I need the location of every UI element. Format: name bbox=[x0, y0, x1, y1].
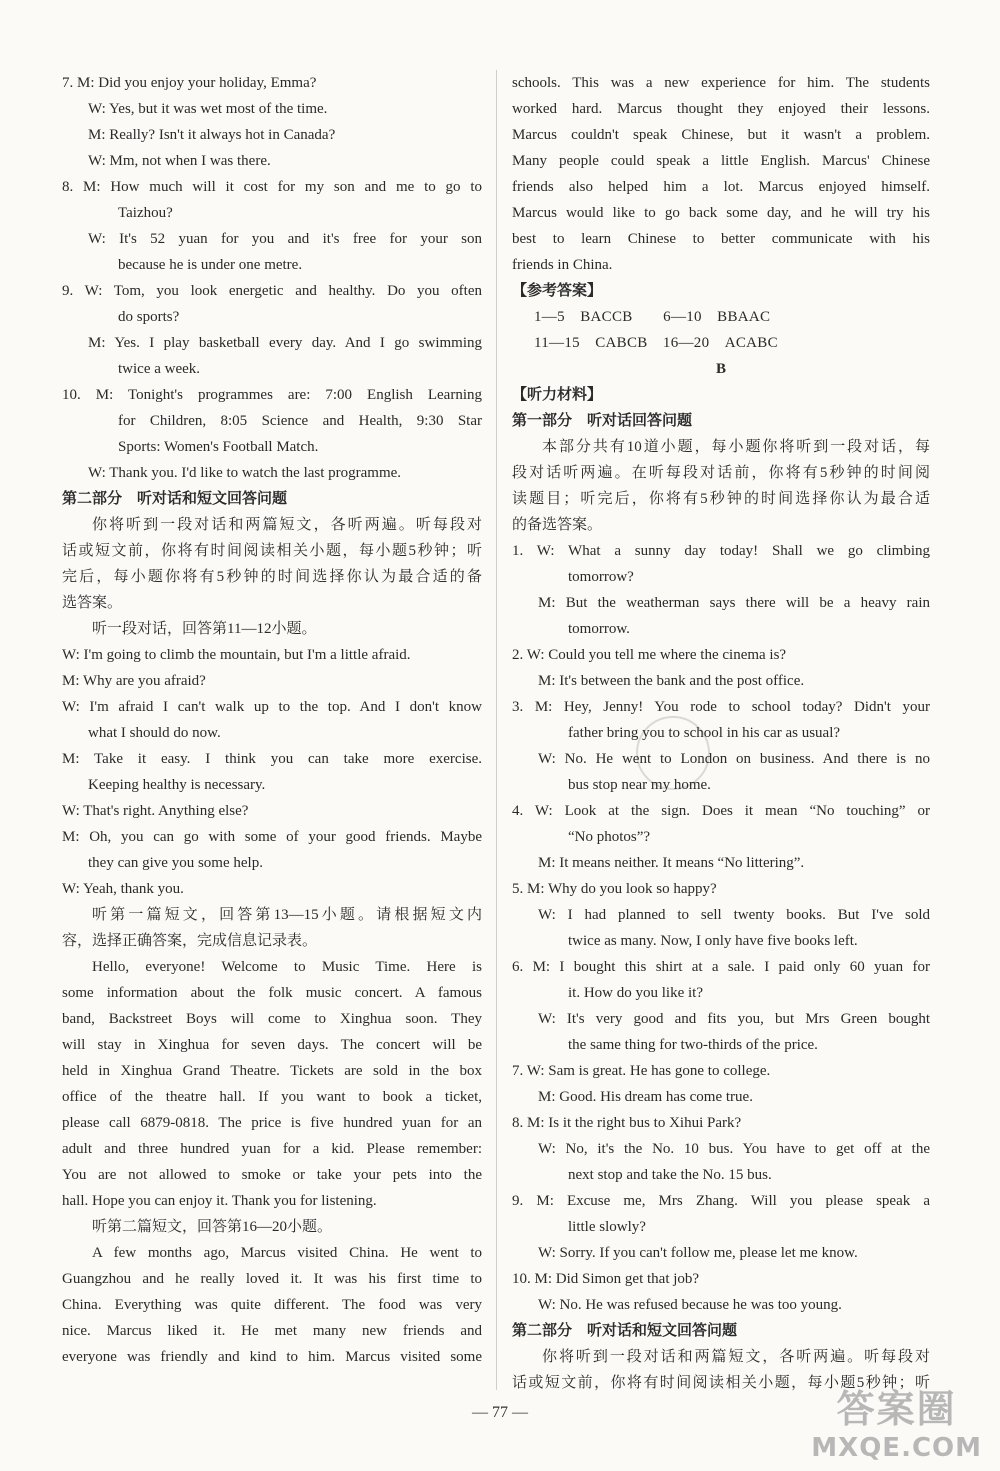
text-line: 7. M: Did you enjoy your holiday, Emma? bbox=[62, 75, 317, 91]
text-line: 10. M: Tonight's programmes are: 7:00 English Learning bbox=[62, 387, 482, 403]
text-line: 10. M: Did Simon get that job? bbox=[512, 1271, 700, 1287]
text-line: nice. Marcus liked it. He met many new friends and bbox=[62, 1323, 482, 1339]
text-line: worked hard. Marcus thought they enjoyed their lessons. bbox=[512, 101, 930, 117]
text-line: held in Xinghua Grand Theatre. Tickets are sold in the box bbox=[62, 1063, 482, 1079]
text-line: Hello, everyone! Welcome to Music Time. Here is bbox=[92, 959, 482, 975]
text-line: M: Good. His dream has come true. bbox=[538, 1089, 753, 1105]
text-line: Taizhou? bbox=[118, 205, 173, 221]
watermark-logo bbox=[811, 1378, 982, 1463]
watermark-line2: MXQE.COM bbox=[811, 1433, 982, 1463]
text-line: friends also helped him a lot. Marcus enjoyed himself. bbox=[512, 179, 930, 195]
text-line: W: Yes, but it was wet most of the time. bbox=[88, 101, 328, 117]
text-line: Sports: Women's Football Match. bbox=[118, 439, 319, 455]
text-line: next stop and take the No. 15 bus. bbox=[568, 1167, 772, 1183]
text-line: W: Sorry. If you can't follow me, please let me know. bbox=[538, 1245, 858, 1261]
text-line: please call 6879-0818. The price is five hundred yuan for an bbox=[62, 1115, 482, 1131]
text-line: Keeping healthy is necessary. bbox=[88, 777, 266, 793]
text-line: 1. W: What a sunny day today! Shall we go climbing bbox=[512, 543, 930, 559]
text-line: 的备选答案。 bbox=[512, 517, 603, 533]
text-line: 8. M: Is it the right bus to Xihui Park? bbox=[512, 1115, 742, 1131]
text-line: A few months ago, Marcus visited China. He went to bbox=[92, 1245, 482, 1261]
text-line: twice as many. Now, I only have five books left. bbox=[568, 933, 858, 949]
text-line: 【听力材料】 bbox=[512, 387, 603, 403]
text-line: 话或短文前，你将有时间阅读相关小题，每小题5秒钟；听 bbox=[512, 1375, 930, 1391]
text-line: it. How do you like it? bbox=[568, 985, 703, 1001]
text-line: Marcus couldn't speak Chinese, but it wasn't a problem. bbox=[512, 127, 930, 143]
text-line: M: It's between the bank and the post office. bbox=[538, 673, 805, 689]
text-line: W: I'm going to climb the mountain, but I'm a little afraid. bbox=[62, 647, 411, 663]
text-line: they can give you some help. bbox=[88, 855, 263, 871]
text-line: tomorrow. bbox=[568, 621, 630, 637]
text-line: 7. W: Sam is great. He has gone to college. bbox=[512, 1063, 771, 1079]
text-line: 段对话听两遍。在听每段对话前，你将有5秒钟的时间阅 bbox=[512, 465, 930, 481]
text-line: father bring you to school in his car as usual? bbox=[568, 725, 841, 741]
text-line: M: Why are you afraid? bbox=[62, 673, 206, 689]
text-line: band, Backstreet Boys will come to Xinghua soon. They bbox=[62, 1011, 482, 1027]
text-line: M: It means neither. It means “No littering”. bbox=[538, 855, 805, 871]
text-line: 1—5 BACCB 6—10 BBAAC bbox=[534, 309, 771, 325]
watermark-line1: 答案圈 bbox=[836, 1387, 957, 1431]
text-line: W: I had planned to sell twenty books. But I've sold bbox=[538, 907, 930, 923]
text-line: 6. M: I bought this shirt at a sale. I paid only 60 yuan for bbox=[512, 959, 930, 975]
text-line: W: It's 52 yuan for you and it's free for your son bbox=[88, 231, 482, 247]
text-line: twice a week. bbox=[118, 361, 201, 377]
text-line: M: Really? Isn't it always hot in Canada? bbox=[88, 127, 336, 143]
text-line: M: Take it easy. I think you can take more exercise. bbox=[62, 751, 482, 767]
text-line: W: No. He was refused because he was too young. bbox=[538, 1297, 842, 1313]
text-line: W: It's very good and fits you, but Mrs Green bought bbox=[538, 1011, 930, 1027]
text-line: 3. M: Hey, Jenny! You rode to school today? Didn't your bbox=[512, 699, 930, 715]
text-line: 本部分共有10道小题，每小题你将听到一段对话，每 bbox=[542, 439, 930, 455]
text-line: M: Oh, you can go with some of your good friends. Maybe bbox=[62, 829, 482, 845]
text-line: what I should do now. bbox=[88, 725, 221, 741]
text-line: 你将听到一段对话和两篇短文，各听两遍。听每段对 bbox=[542, 1349, 930, 1365]
text-line: best to learn Chinese to better communicate with his bbox=[512, 231, 930, 247]
text-line: friends in China. bbox=[512, 257, 613, 273]
text-line: 容，选择正确答案，完成信息记录表。 bbox=[62, 933, 318, 949]
column-divider bbox=[496, 70, 497, 1390]
text-line: W: That's right. Anything else? bbox=[62, 803, 249, 819]
text-line: 8. M: How much will it cost for my son and me to go to bbox=[62, 179, 482, 195]
text-line: tomorrow? bbox=[568, 569, 634, 585]
text-line: Marcus would like to go back some day, and he will try his bbox=[512, 205, 930, 221]
text-line: 听第一篇短文，回答第13—15小题。请根据短文内 bbox=[92, 907, 482, 923]
text-line: 读题目；听完后，你将有5秒钟的时间选择你认为最合适 bbox=[512, 491, 930, 507]
text-line: office of the theatre hall. If you want to book a ticket, bbox=[62, 1089, 482, 1105]
text-line: 选答案。 bbox=[62, 595, 123, 611]
text-line: for Children, 8:05 Science and Health, 9:30 Star bbox=[118, 413, 482, 429]
text-line: 你将听到一段对话和两篇短文，各听两遍。听每段对 bbox=[92, 517, 482, 533]
text-line: schools. This was a new experience for him. The students bbox=[512, 75, 930, 91]
text-line: 5. M: Why do you look so happy? bbox=[512, 881, 717, 897]
text-line: Many people could speak a little English. Marcus' Chinese bbox=[512, 153, 930, 169]
text-line: 9. W: Tom, you look energetic and healthy. Do you often bbox=[62, 283, 482, 299]
text-line: 第二部分 听对话和短文回答问题 bbox=[62, 491, 288, 507]
text-line: China. Everything was quite different. The food was very bbox=[62, 1297, 482, 1313]
text-line: 9. M: Excuse me, Mrs Zhang. Will you please speak a bbox=[512, 1193, 930, 1209]
text-line: 4. W: Look at the sign. Does it mean “No touching” or bbox=[512, 803, 930, 819]
text-line: You are not allowed to smoke or take your pets into the bbox=[62, 1167, 482, 1183]
text-line: Guangzhou and he really loved it. It was his first time to bbox=[62, 1271, 482, 1287]
text-line: W: No. He went to London on business. And there is no bbox=[538, 751, 930, 767]
text-line: W: Mm, not when I was there. bbox=[88, 153, 271, 169]
text-line: W: I'm afraid I can't walk up to the top. And I don't know bbox=[62, 699, 482, 715]
text-line: do sports? bbox=[118, 309, 180, 325]
text-line: 【参考答案】 bbox=[512, 283, 603, 299]
text-line: W: No, it's the No. 10 bus. You have to get off at the bbox=[538, 1141, 930, 1157]
text-line: because he is under one metre. bbox=[118, 257, 303, 273]
text-line: hall. Hope you can enjoy it. Thank you for listening. bbox=[62, 1193, 377, 1209]
text-line: M: But the weatherman says there will be a heavy rain bbox=[538, 595, 930, 611]
text-line: the same thing for two-thirds of the price. bbox=[568, 1037, 818, 1053]
text-line: 听第二篇短文，回答第16—20小题。 bbox=[92, 1219, 333, 1235]
text-line: bus stop near my home. bbox=[568, 777, 711, 793]
text-line: 话或短文前，你将有时间阅读相关小题，每小题5秒钟；听 bbox=[62, 543, 482, 559]
text-line: some information about the folk music concert. A famous bbox=[62, 985, 482, 1001]
text-line: 2. W: Could you tell me where the cinema is? bbox=[512, 647, 787, 663]
text-line: adult and three hundred yuan for a kid. Please remember: bbox=[62, 1141, 482, 1157]
text-line: everyone was friendly and kind to him. Marcus visited some bbox=[62, 1349, 482, 1365]
left-column bbox=[62, 70, 482, 1370]
text-line: 听一段对话，回答第11—12小题。 bbox=[92, 621, 317, 637]
text-line: W: Thank you. I'd like to watch the last programme. bbox=[88, 465, 402, 481]
text-line: B bbox=[715, 361, 726, 377]
text-line: 第一部分 听对话回答问题 bbox=[512, 413, 693, 429]
text-line: 11—15 CABCB 16—20 ACABC bbox=[534, 335, 778, 351]
text-line: 第二部分 听对话和短文回答问题 bbox=[512, 1323, 738, 1339]
page-number: — 77 — bbox=[472, 1404, 528, 1421]
text-line: “No photos”? bbox=[568, 829, 651, 845]
text-line: M: Yes. I play basketball every day. And I go swimming bbox=[88, 335, 482, 351]
text-line: little slowly? bbox=[568, 1219, 646, 1235]
text-line: will stay in Xinghua for seven days. The concert will be bbox=[62, 1037, 482, 1053]
right-column bbox=[512, 70, 930, 1396]
text-line: W: Yeah, thank you. bbox=[62, 881, 184, 897]
text-line: 完后，每小题你将有5秒钟的时间选择你认为最合适的备 bbox=[62, 569, 482, 585]
